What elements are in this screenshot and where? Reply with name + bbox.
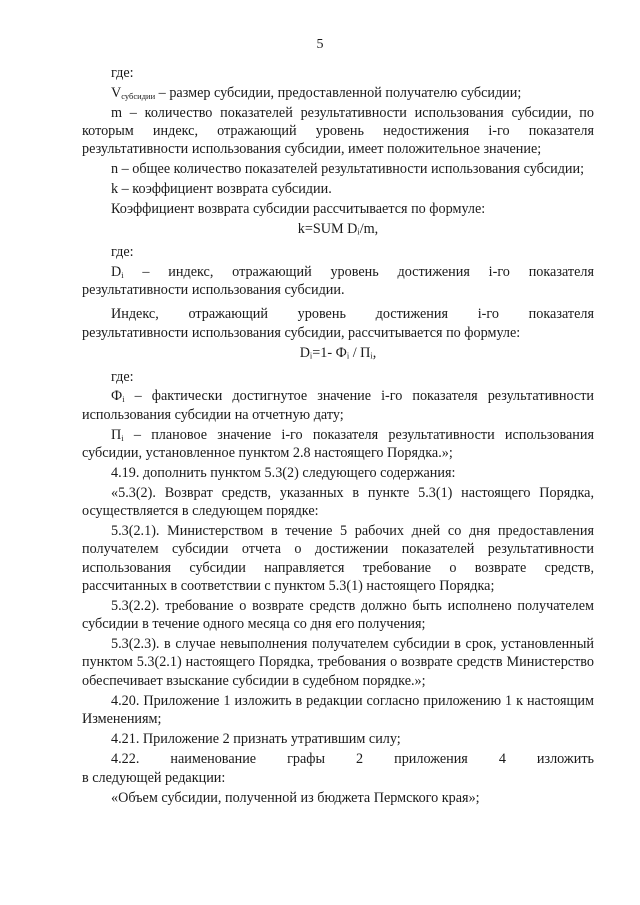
item-5-3-2-1: 5.3(2.1). Министерством в течение 5 рабочих дней со дня предоставления получателем субсидии отчета о достижении показателей результативности использования субсидии направляется требование о возврате средств, рассчитанных в соответствии с пунктом 5.3(1) настоящего Порядка; [82,522,594,595]
d-definition [82,263,594,300]
item-4-22-line1: 4.22. наименование графы 2 приложения 4 изложить [111,750,594,767]
where-label: где: [111,244,134,260]
k-definition: k – коэффициент возврата субсидии. [111,181,332,197]
item-5-3-2: «5.3(2). Возврат средств, указанных в пункте 5.3(1) настоящего Порядка, осуществляется в следующем порядке: [82,484,594,520]
n-definition: n – общее количество показателей результативности использования субсидии; [111,161,585,178]
document-body [82,64,594,809]
p-symbol: П [111,426,122,443]
item-4-22-quote: «Объем субсидии, полученной из бюджета Пермского края»; [111,790,480,807]
d-formula: Dᵢ=1- Фᵢ / Пᵢ, [299,345,377,362]
v-definition [82,84,594,102]
item-4-19: 4.19. дополнить пунктом 5.3(2) следующего содержания: [111,464,456,481]
v-symbol: V [111,84,122,101]
k-formula-intro: Коэффициент возврата субсидии рассчитывается по формуле: [111,200,486,217]
f-definition [82,387,594,424]
p-definition [82,426,594,463]
where-label: где: [111,368,134,385]
item-4-22-line2: в следующей редакции: [82,770,226,787]
d-symbol: D [111,263,122,280]
item-5-3-2-2: 5.3(2.2). требование о возврате средств должно быть исполнено получателем субсидии в течение одного месяца со дня его получения; [82,597,594,633]
item-5-3-2-3: 5.3(2.3). в случае невыполнения получателем субсидии в срок, установленный пунктом 5.3(2.1) настоящего Порядка, требования о возврате средств Министерство обеспечивает взыскание субсидии в судебном порядке.»; [82,636,594,689]
f-symbol: Ф [111,388,123,405]
p-subscript: i [121,432,124,443]
p-description: – плановое значение i-го показателя результативности использования субсидии, установленное пунктом 2.8 настоящего Порядка.»; [82,426,594,462]
page-number: 5 [316,37,324,52]
item-4-20: 4.20. Приложение 1 изложить в редакции согласно приложению 1 к настоящим Изменениям; [82,692,594,728]
f-subscript: i [122,394,125,405]
f-description: – фактически достигнутое значение i-го показателя результативности использования субсидии на отчетную дату; [82,388,594,423]
d-description: – индекс, отражающий уровень достижения i-го показателя результативности использования субсидии. [82,263,594,299]
item-4-21: 4.21. Приложение 2 признать утратившим силу; [111,730,401,747]
d-subscript: i [121,269,124,280]
index-intro-line1: Индекс, отражающий уровень достижения i-го показателя [111,305,594,322]
v-description: – размер субсидии, предоставленной получателю субсидии; [155,84,522,101]
k-formula: k=SUM Dᵢ/m, [297,220,379,237]
index-intro-line2: результативности использования субсидии, рассчитывается по формуле: [82,325,521,342]
where-label: где: [111,65,134,81]
m-definition: m – количество показателей результативности использования субсидии, по которым индекс, отражающий уровень недостижения i-го показателя результативности использования субсидии, имеет положительное значение; [82,104,594,158]
v-subscript: субсидии [121,90,156,101]
